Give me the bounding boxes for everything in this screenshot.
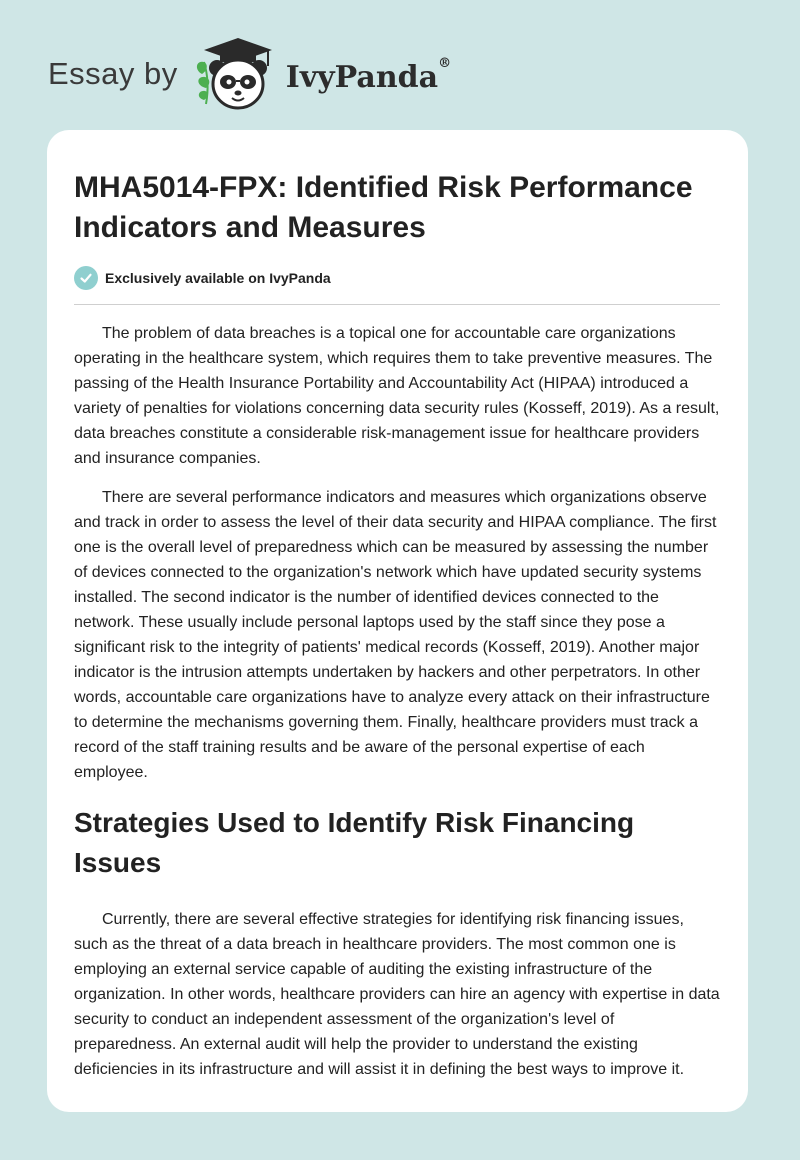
body-paragraph-2: There are several performance indicators and measures which organizations observe and track in order to assess the level of their data security and HIPAA compliance. The first one is the overall level of preparedness which can be measured by assessing the number of devices connected to the organization's network which have updated security systems installed. The second indicator is the number of identified devices connected to the network. These usually include personal laptops used by the staff since they pose a significant risk to the integrity of patients' medical records (Kosseff, 2019). Another major indicator is the intrusion attempts undertaken by hackers and other perpetrators. In other words, accountable care organizations have to analyze every attack on their infrastructure to determine the mechanisms governing them. Finally, healthcare providers must track a record of the staff training results and be aware of the personal expertise of each employee. <box>74 489 717 781</box>
article-card <box>47 130 748 1112</box>
section-paragraph: Currently, there are several effective strategies for identifying risk financing issues, such as the threat of a data breach in healthcare providers. The most common one is employing an external service capable of auditing the existing infrastructure of the organization. In other words, healthcare providers can hire an agency with expertise in data security to conduct an independent assessment of the organization's level of preparedness. An external audit will help the provider to understand the existing deficiencies in its infrastructure and will assist it in defining the best ways to improve it. <box>74 911 720 1078</box>
body-paragraph-1: The problem of data breaches is a topical one for accountable care organizations operating in the healthcare system, which requires them to take preventive measures. The passing of the Health Insurance Portability and Accountability Act (HIPAA) introduced a variety of penalties for violations concerning data security rules (Kosseff, 2019). As a result, data breaches constitute a considerable risk-management issue for healthcare providers and insurance companies. <box>74 325 720 467</box>
exclusive-badge <box>74 266 720 305</box>
panda-logo-icon[interactable] <box>192 36 278 112</box>
checkmark-icon <box>74 266 98 290</box>
site-header <box>48 36 451 112</box>
brand-name[interactable] <box>285 55 452 95</box>
article-title: MHA5014-FPX: Identified Risk Performance Indicators and Measures <box>74 171 693 244</box>
brand-text: IvyPanda <box>285 59 439 95</box>
section-heading: Strategies Used to Identify Risk Financing Issues <box>74 807 635 878</box>
registered-mark: ® <box>438 55 452 71</box>
exclusive-label: Exclusively available on IvyPanda <box>105 270 331 286</box>
essay-by-label: Essay by <box>48 56 178 91</box>
